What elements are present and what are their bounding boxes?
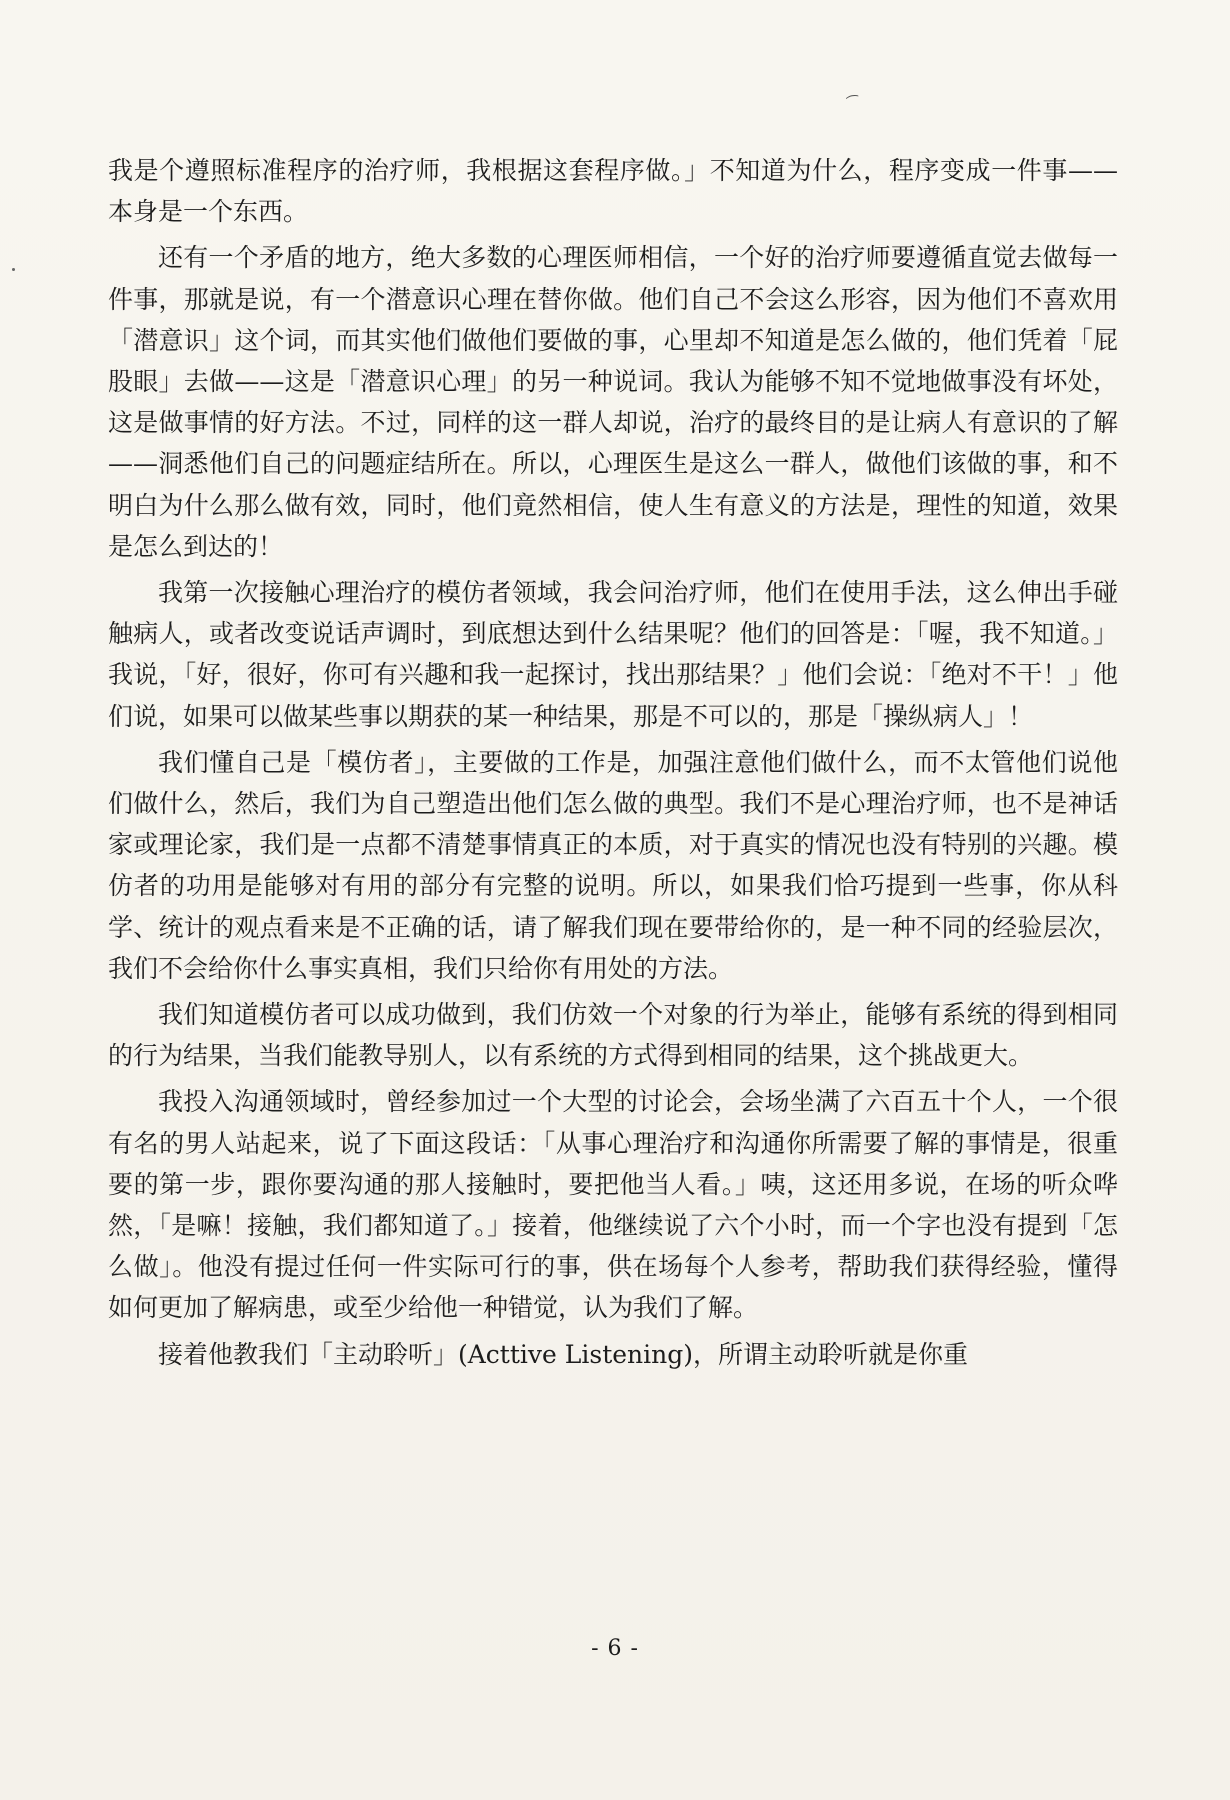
page-number: - 6 - [591, 1636, 639, 1661]
paragraph: 接着他教我们「主动聆听」(Acttive Listening)，所谓主动聆听就是你重 [158, 1339, 968, 1369]
paragraph: 我们懂自己是「模仿者」，主要做的工作是，加强注意他们做什么，而不太管他们说他们做什么，然后，我们为自己塑造出他们怎么做的典型。我们不是心理治疗师，也不是神话家或理论家，我们是一点都不清楚事情真正的本质，对于真实的情况也没有特别的兴趣。模仿者的功用是能够对有用的部分有完整的说明。所以，如果我们恰巧提到一些事，你从科学、统计的观点看来是不正确的话，请了解我们现在要带给你的，是一种不同的经验层次，我们不会给你什么事实真相，我们只给你有用处的方法。 [108, 747, 1118, 983]
paragraph: 还有一个矛盾的地方，绝大多数的心理医师相信，一个好的治疗师要遵循直觉去做每一件事，那就是说，有一个潜意识心理在替你做。他们自己不会这么形容，因为他们不喜欢用「潜意识」这个词，而其实他们做他们要做的事，心里却不知道是怎么做的，他们凭着「屁股眼」去做——这是「潜意识心理」的另一种说词。我认为能够不知不觉地做事没有坏处，这是做事情的好方法。不过，同样的这一群人却说，治疗的最终目的是让病人有意识的了解——洞悉他们自己的问题症结所在。所以，心理医生是这么一群人，做他们该做的事，和不明白为什么那么做有效，同时，他们竟然相信，使人生有意义的方法是，理性的知道，效果是怎么到达的！ [108, 243, 1118, 561]
pen-mark: ⁀ [846, 95, 861, 113]
paragraph: 我们知道模仿者可以成功做到，我们仿效一个对象的行为举止，能够有系统的得到相同的行为结果，当我们能教导别人，以有系统的方式得到相同的结果，这个挑战更大。 [108, 1000, 1118, 1071]
paragraph: 我第一次接触心理治疗的模仿者领域，我会问治疗师，他们在使用手法，这么伸出手碰触病人，或者改变说话声调时，到底想达到什么结果呢？他们的回答是：「喔，我不知道。」我说，「好，很好，你可有兴趣和我一起探讨，找出那结果？」他们会说：「绝对不干！」他们说，如果可以做某些事以期获的某一种结果，那是不可以的，那是「操纵病人」！ [108, 578, 1118, 731]
paragraph: 我投入沟通领域时，曾经参加过一个大型的讨论会，会场坐满了六百五十个人，一个很有名的男人站起来，说了下面这段话：「从事心理治疗和沟通你所需要了解的事情是，很重要的第一步，跟你要沟通的那人接触时，要把他当人看。」咦，这还用多说，在场的听众哗然，「是嘛！接触，我们都知道了。」接着，他继续说了六个小时，而一个字也没有提到「怎么做」。他没有提过任何一件实际可行的事，供在场每个人参考，帮助我们获得经验，懂得如何更加了解病患，或至少给他一种错觉，认为我们了解。 [108, 1087, 1118, 1323]
body-text [108, 150, 1118, 1375]
margin-dot [12, 268, 15, 271]
paragraph-continued: 我是个遵照标准程序的治疗师，我根据这套程序做。」不知道为什么，程序变成一件事——本身是一个东西。 [108, 156, 1118, 227]
